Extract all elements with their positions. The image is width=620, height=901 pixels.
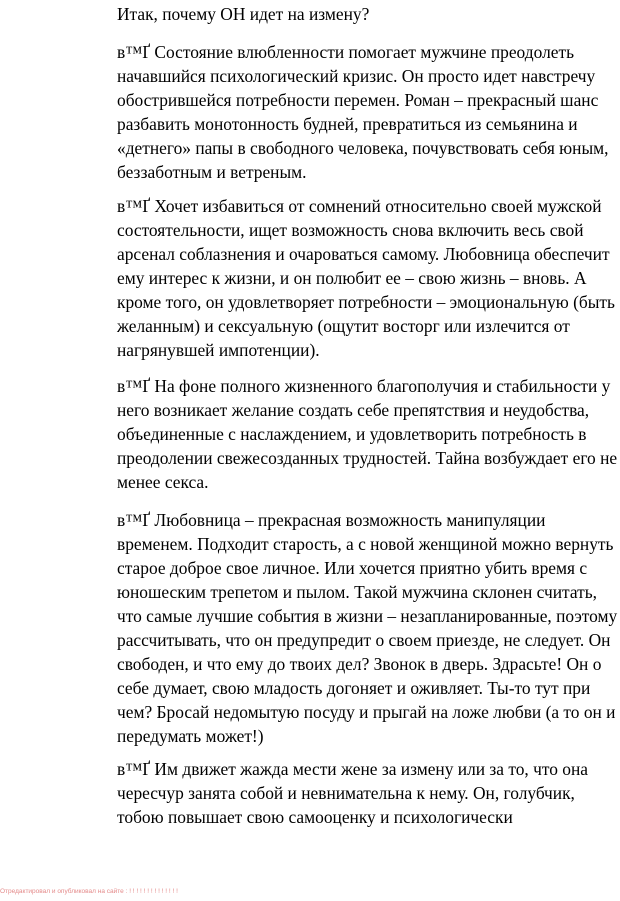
section-heading: Итак, почему ОН идет на измену?: [117, 4, 370, 24]
paragraph-line: обострившейся потребности перемен. Роман – прекрасный шанс: [117, 90, 599, 110]
paragraph-line: нагрянувшей импотенции).: [117, 340, 320, 360]
paragraph-line: юношеским трепетом и пылом. Такой мужчина склонен считать,: [117, 582, 597, 602]
paragraph-4: [117, 508, 617, 748]
paragraph-line: беззаботным и ветреным.: [117, 162, 307, 182]
paragraph-line: арсенал соблазнения и очароваться самому. Любовница обеспечит: [117, 244, 610, 264]
paragraph-line: чересчур занята собой и невнимательна к нему. Он, голубчик,: [117, 783, 575, 803]
paragraph-3: [117, 374, 617, 494]
paragraph-line: объединенные с наслаждением, и удовлетворить потребность в: [117, 424, 587, 444]
paragraph-line: передумать может!): [117, 726, 264, 746]
paragraph-line: менее секса.: [117, 472, 209, 492]
publisher-watermark: Отредактировал и опубликовал на сайте : ! ! ! ! ! ! ! ! ! ! ! ! ! !: [0, 888, 178, 895]
paragraph-line: разбавить монотонность будней, превратиться из семьянина и: [117, 114, 578, 134]
paragraph-line: ему интерес к жизни, и он полюбит ее – свою жизнь – вновь. А: [117, 268, 587, 288]
paragraph-line: себе думает, свою младость догоняет и оживляет. Ты-то тут при: [117, 678, 591, 698]
paragraph-line: желанным) и сексуальную (ощутит восторг или излечится от: [117, 316, 570, 336]
paragraph-line: в™Ґ На фоне полного жизненного благополучия и стабильности у: [117, 376, 611, 396]
paragraph-line: в™Ґ Хочет избавиться от сомнений относительно своей мужской: [117, 196, 602, 216]
paragraph-line: состоятельности, ищет возможность снова включить весь свой: [117, 220, 584, 240]
paragraph-line: тобою повышает свою самооценку и психологически: [117, 807, 513, 827]
document-page: [117, 0, 618, 827]
paragraph-line: начавшийся психологический кризис. Он просто идет навстречу: [117, 66, 596, 86]
paragraph-line: в™Ґ Любовница – прекрасная возможность манипуляции: [117, 510, 546, 530]
paragraph-line: что самые лучшие события в жизни – незапланированные, поэтому: [117, 606, 618, 626]
paragraph-line: рассчитывать, что он предупредит о своем приезде, не следует. Он: [117, 630, 611, 650]
paragraph-line: в™Ґ Им движет жажда мести жене за измену или за то, что она: [117, 759, 588, 779]
paragraph-line: свободен, и что ему до твоих дел? Звонок в дверь. Здрасьте! Он о: [117, 654, 602, 674]
paragraph-line: «детнего» папы в свободного человека, почувствовать себя юным,: [117, 138, 609, 158]
paragraph-line: кроме того, он удовлетворяет потребности – эмоциональную (быть: [117, 292, 615, 312]
paragraph-line: чем? Бросай недомытую посуду и прыгай на ложе любви (а то он и: [117, 702, 616, 722]
paragraph-5: [117, 757, 588, 829]
paragraph-line: него возникает желание создать себе препятствия и неудобства,: [117, 400, 590, 420]
paragraph-line: в™Ґ Состояние влюбленности помогает мужчине преодолеть: [117, 42, 574, 62]
paragraph-line: старое доброе свое личное. Или хочется приятно убить время с: [117, 558, 588, 578]
paragraph-2: [117, 194, 615, 362]
paragraph-line: временем. Подходит старость, а с новой женщиной можно вернуть: [117, 534, 614, 554]
paragraph-line: преодолении свежесозданных трудностей. Тайна возбуждает его не: [117, 448, 618, 468]
paragraph-1: [117, 40, 609, 184]
